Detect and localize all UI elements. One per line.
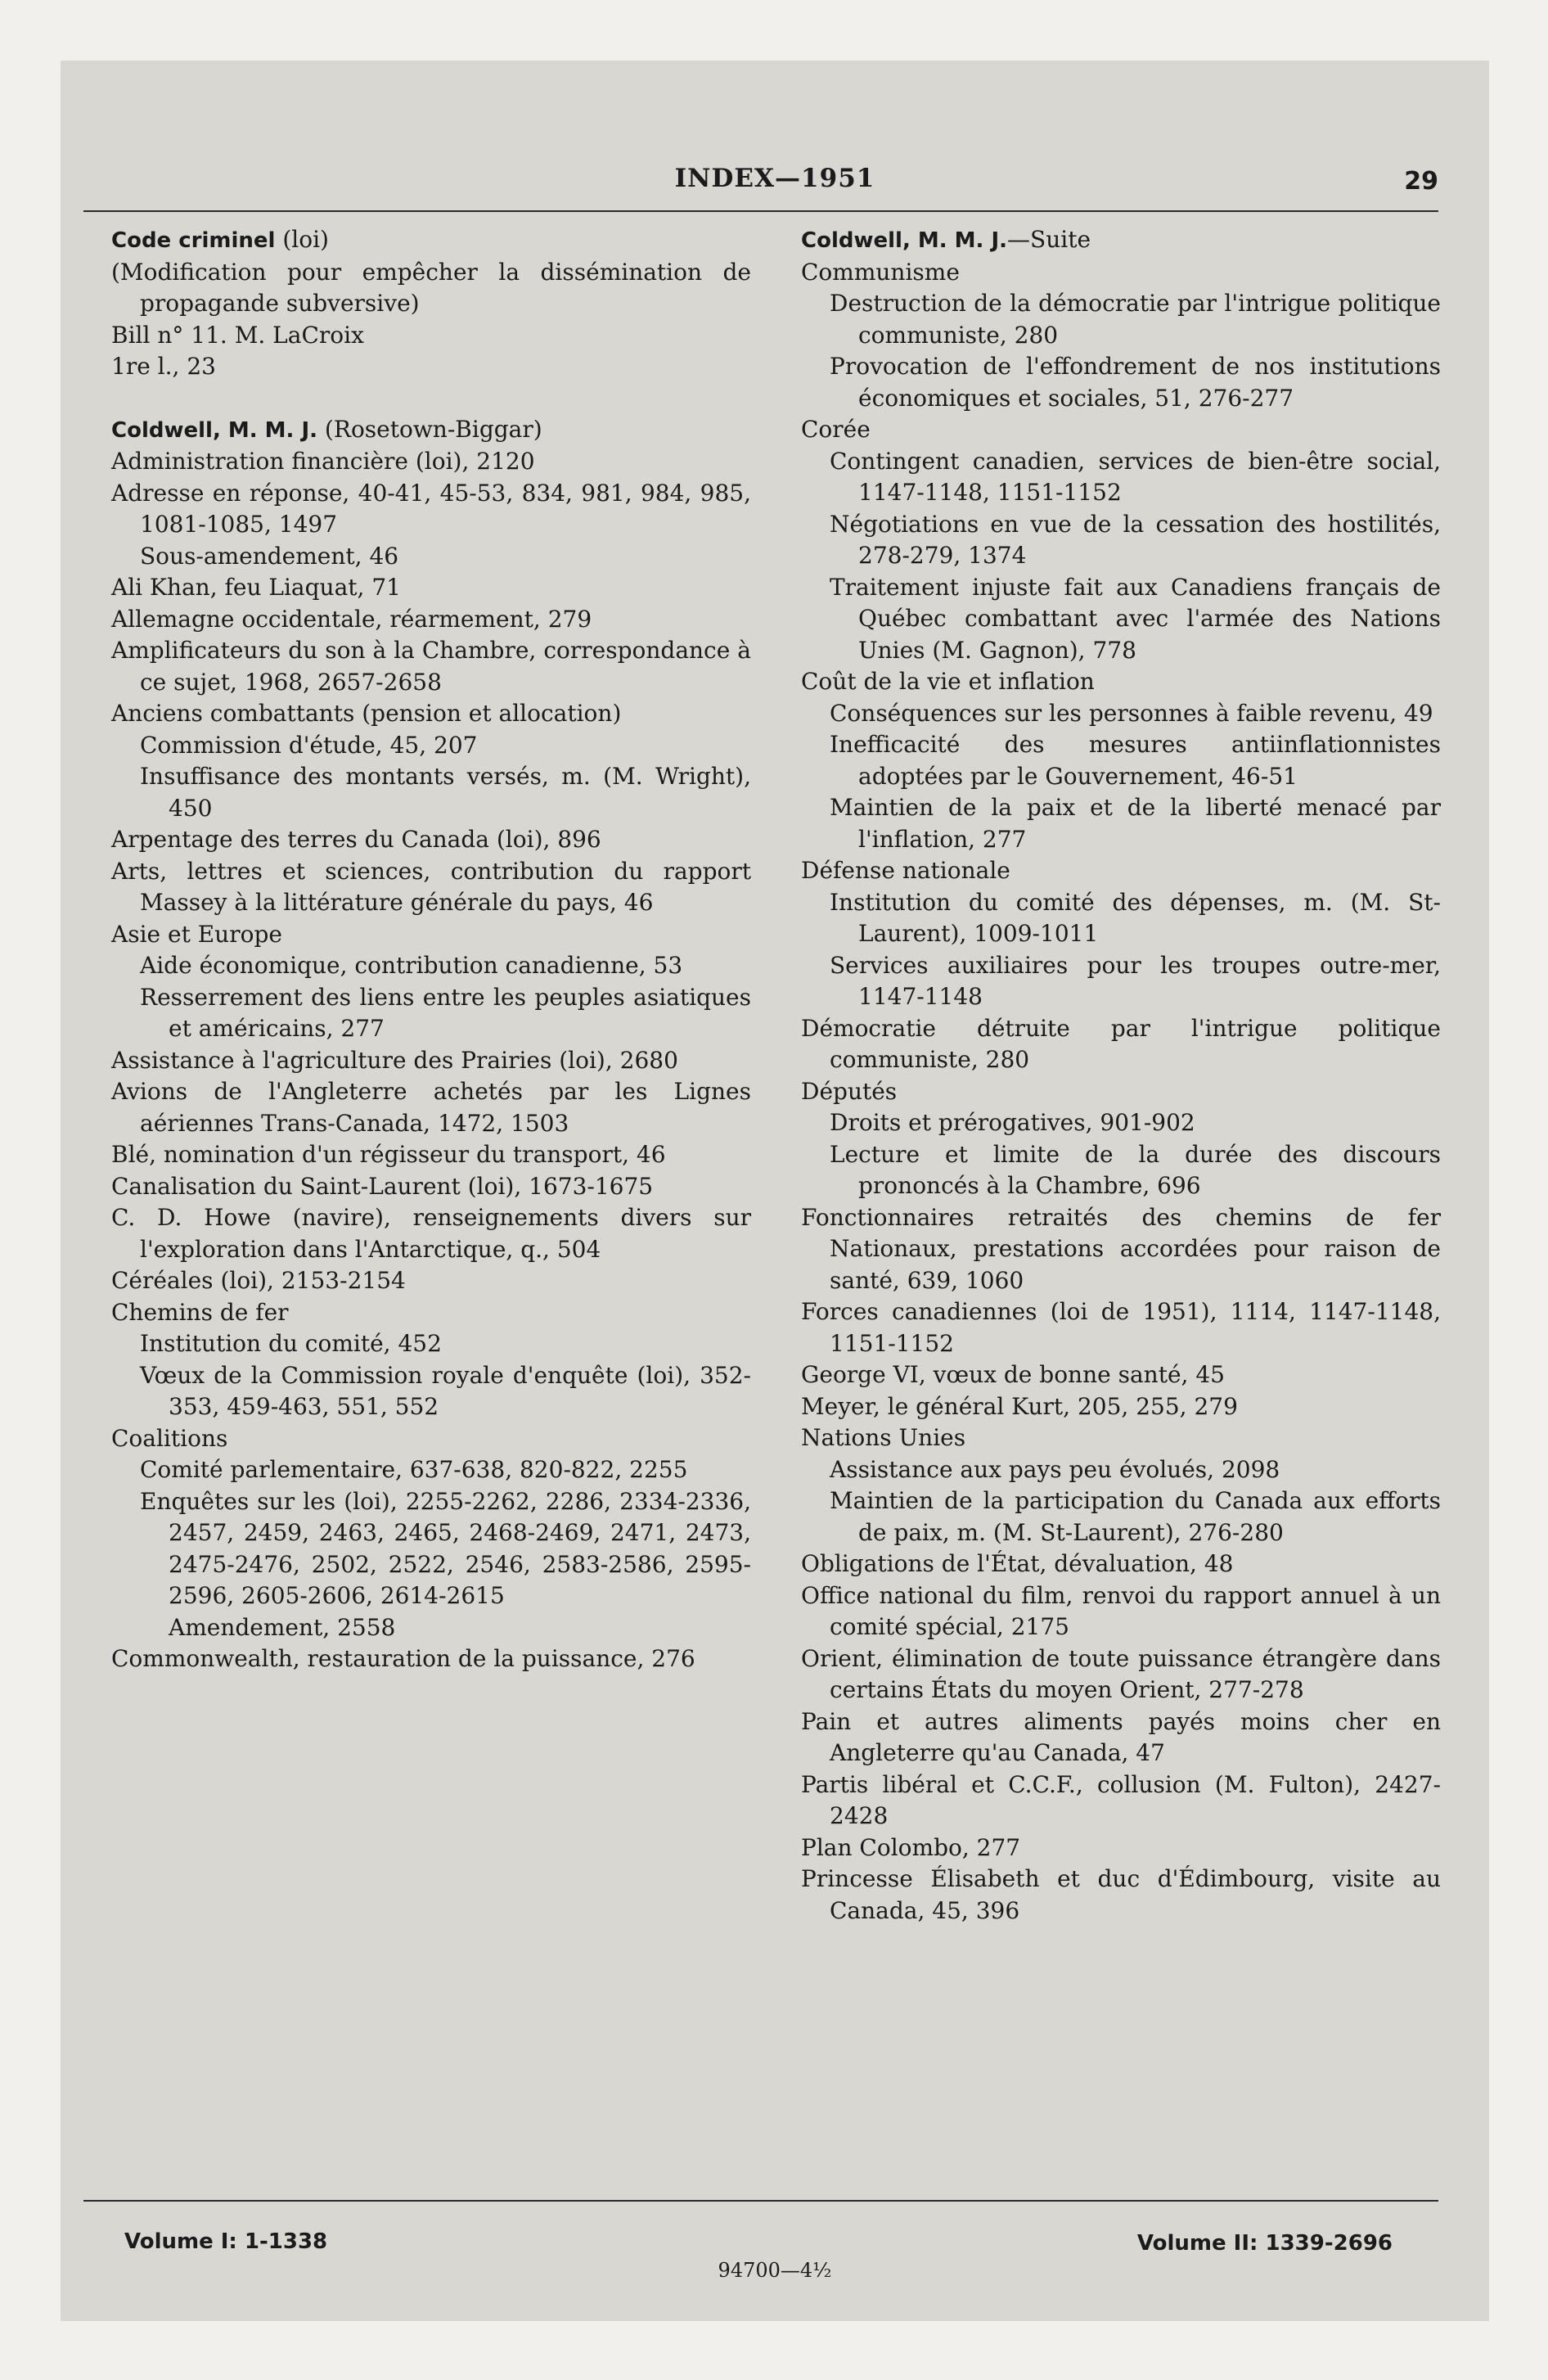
index-entry [111,730,751,762]
entry-text: Ali Khan, feu Liaquat, 71 [111,574,401,601]
entry-text: Négotiations en vue de la cessation des hostilités, 278-279, 1374 [830,510,1441,569]
entry-text: Institution du comité, 452 [140,1330,442,1357]
entry-text: Démocratie détruite par l'intrigue politique communiste, 280 [801,1014,1441,1073]
entry-text: Maintien de la paix et de la liberté menacé par l'inflation, 277 [830,794,1441,853]
entry-text: Corée [801,416,871,443]
entry-text: Asie et Europe [111,920,282,948]
entry-text: Institution du comité des dépenses, m. (M. St-Laurent), 1009-1011 [830,888,1441,947]
entry-text: (loi) [275,226,329,253]
entry-text: Commonwealth, restauration de la puissance, 276 [111,1645,695,1672]
entry-text: Assistance aux pays peu évolués, 2098 [830,1455,1280,1483]
index-entry [801,509,1441,572]
entry-text: Traitement injuste fait aux Canadiens français de Québec combattant avec l'armée des Nations Unies (M. Gagnon), 778 [830,573,1441,664]
entry-text: Bill n° 11. M. LaCroix [111,321,364,349]
entry-text: —Suite [1007,226,1091,253]
index-entry [801,288,1441,351]
entry-text: Coût de la vie et inflation [801,668,1095,695]
heading-name: Coldwell, M. M. J. [111,417,318,443]
entry-text: Blé, nomination d'un régisseur du transport, 46 [111,1141,666,1168]
index-entry [111,1643,751,1675]
entry-text: Céréales (loi), 2153-2154 [111,1267,406,1294]
index-entry [111,1202,751,1265]
left-index-column [111,224,751,1675]
index-entry [801,887,1441,950]
heading-name: Code criminel [111,228,276,253]
index-entry [111,856,751,919]
entry-text: Forces canadiennes (loi de 1951), 1114, 1147-1148, 1151-1152 [801,1298,1441,1357]
entry-text: (Modification pour empêcher la dissémination de propagande subversive) [111,258,751,317]
index-entry [801,1454,1441,1486]
right-index-column [801,224,1441,1927]
page-number: 29 [1404,167,1438,196]
index-entry [801,572,1441,667]
entry-text: Vœux de la Commission royale d'enquête (loi), 352-353, 459-463, 551, 552 [140,1361,751,1420]
entry-text: Chemins de fer [111,1298,289,1326]
entry-text: Pain et autres aliments payés moins cher en Angleterre qu'au Canada, 47 [801,1707,1441,1766]
entry-text: Partis libéral et C.C.F., collusion (M. Fulton), 2427-2428 [801,1770,1441,1829]
entry-text: Inefficacité des mesures antiinflationnistes adoptées par le Gouvernement, 46-51 [830,731,1441,790]
volume-one-range: Volume I: 1-1338 [124,2229,328,2254]
entry-text: C. D. Howe (navire), renseignements divers sur l'exploration dans l'Antarctique, q., 504 [111,1204,751,1263]
entry-text: Provocation de l'effondrement de nos institutions économiques et sociales, 51, 276-277 [830,353,1441,412]
index-entry [801,1769,1441,1832]
entry-text: Aide économique, contribution canadienne, 53 [140,952,683,979]
index-entry [111,1454,751,1486]
index-entry [111,1360,751,1423]
index-heading [111,414,751,447]
entry-text: Défense nationale [801,857,1010,884]
index-entry [801,1706,1441,1769]
volume-two-range: Volume II: 1339-2696 [1136,2231,1393,2256]
index-entry [801,257,1441,289]
entry-text: Arpentage des terres du Canada (loi), 896 [111,826,601,853]
page-sheet [61,61,1489,2321]
index-entry [801,1107,1441,1139]
entry-text: (Rosetown-Biggar) [317,415,542,443]
index-entry [801,1296,1441,1359]
index-entry [801,698,1441,730]
entry-text: Office national du film, renvoi du rapport annuel à un comité spécial, 2175 [801,1581,1441,1640]
entry-text: Orient, élimination de toute puissance étrangère dans certains États du moyen Orient, 277-278 [801,1644,1441,1703]
index-entry [111,572,751,604]
index-entry [111,1423,751,1455]
entry-text: Adresse en réponse, 40-41, 45-53, 834, 981, 984, 985, 1081-1085, 1497 [111,479,751,538]
index-entry [111,982,751,1045]
index-entry [801,1391,1441,1423]
entry-text: Conséquences sur les personnes à faible revenu, 49 [830,699,1433,727]
index-entry [801,1076,1441,1108]
index-entry [111,320,751,352]
index-entry [801,1013,1441,1076]
entry-text: 1re l., 23 [111,353,216,380]
index-entry [801,1485,1441,1548]
index-entry [801,1832,1441,1864]
index-entry [801,1139,1441,1202]
entry-text: Maintien de la participation du Canada aux efforts de paix, m. (M. St-Laurent), 276-280 [830,1487,1441,1546]
index-entry [111,1612,751,1644]
index-entry [111,1139,751,1171]
index-entry [801,1548,1441,1580]
index-entry [801,950,1441,1013]
index-entry [111,478,751,541]
entry-text: Canalisation du Saint-Laurent (loi), 1673-1675 [111,1172,654,1200]
entry-text: Administration financière (loi), 2120 [111,448,535,475]
index-entry [111,635,751,698]
index-entry [801,414,1441,446]
index-entry [801,1359,1441,1391]
index-entry [111,1328,751,1360]
print-code: 94700—4½ [718,2259,832,2282]
entry-text: Arts, lettres et sciences, contribution du rapport Massey à la littérature générale du pays, 46 [111,857,751,916]
entry-text: Princesse Élisabeth et duc d'Édimbourg, visite au Canada, 45, 396 [801,1865,1441,1924]
index-entry [801,1643,1441,1706]
index-entry [801,729,1441,792]
entry-text: Amplificateurs du son à la Chambre, correspondance à ce sujet, 1968, 2657-2658 [111,637,751,696]
index-entry [801,1864,1441,1927]
header-rule [83,210,1438,212]
index-entry [801,1202,1441,1297]
heading-name: Coldwell, M. M. J. [801,228,1008,253]
entry-text: Députés [801,1077,898,1105]
entry-text: Lecture et limite de la durée des discours prononcés à la Chambre, 696 [830,1140,1441,1199]
index-entry [801,446,1441,509]
entry-text: George VI, vœux de bonne santé, 45 [801,1361,1225,1388]
entry-text: Commission d'étude, 45, 207 [140,731,478,759]
entry-text: Insuffisance des montants versés, m. (M. Wright), 450 [140,763,751,822]
index-entry [801,792,1441,855]
index-entry [111,698,751,730]
index-entry [111,257,751,320]
index-entry [111,604,751,636]
entry-text: Assistance à l'agriculture des Prairies (loi), 2680 [111,1046,678,1074]
index-heading [111,224,751,257]
entry-text: Nations Unies [801,1424,966,1451]
index-entry [111,1265,751,1297]
entry-text: Meyer, le général Kurt, 205, 255, 279 [801,1392,1238,1420]
entry-text: Services auxiliaires pour les troupes outre-mer, 1147-1148 [830,951,1441,1010]
index-entry [801,1580,1441,1643]
entry-text: Resserrement des liens entre les peuples asiatiques et américains, 277 [140,983,751,1042]
index-entry [111,1297,751,1329]
entry-text: Coalitions [111,1424,228,1452]
entry-text: Comité parlementaire, 637-638, 820-822, 2255 [140,1456,688,1483]
entry-text: Contingent canadien, services de bien-être social, 1147-1148, 1151-1152 [830,447,1441,506]
page-title: INDEX—1951 [674,164,875,193]
index-entry [111,919,751,951]
footer-rule [83,2200,1438,2202]
index-entry [111,1171,751,1203]
entry-text: Plan Colombo, 277 [801,1833,1021,1861]
index-entry [111,950,751,982]
index-entry [801,666,1441,698]
index-entry [111,541,751,573]
entry-text: Avions de l'Angleterre achetés par les Lignes aériennes Trans-Canada, 1472, 1503 [111,1078,751,1137]
entry-text: Droits et prérogatives, 901-902 [830,1109,1195,1136]
index-heading [801,224,1441,257]
index-entry [111,446,751,478]
index-entry [111,1045,751,1077]
index-entry [801,1422,1441,1454]
index-entry [111,1076,751,1139]
entry-text: Anciens combattants (pension et allocation) [111,700,622,727]
entry-text: Obligations de l'État, dévaluation, 48 [801,1550,1234,1577]
entry-text: Sous-amendement, 46 [140,542,399,570]
entry-text: Communisme [801,258,960,286]
index-entry [801,351,1441,414]
index-entry [111,761,751,824]
entry-text: Allemagne occidentale, réarmement, 279 [111,605,592,633]
entry-text: Destruction de la démocratie par l'intrigue politique communiste, 280 [830,290,1441,349]
entry-text: Amendement, 2558 [169,1613,396,1641]
entry-text: Fonctionnaires retraités des chemins de fer Nationaux, prestations accordées pour raison de santé, 639, 1060 [801,1203,1441,1294]
index-entry [111,824,751,856]
index-entry [111,351,751,383]
index-entry [111,1486,751,1612]
entry-text: Enquêtes sur les (loi), 2255-2262, 2286, 2334-2336, 2457, 2459, 2463, 2465, 2468-2469, 2471, 2473, 2475-2476, 2502, 2522, 2546, 2583-2586, 2595-2596, 2605-2606, 2614-2615 [140,1487,751,1609]
index-entry [801,855,1441,887]
